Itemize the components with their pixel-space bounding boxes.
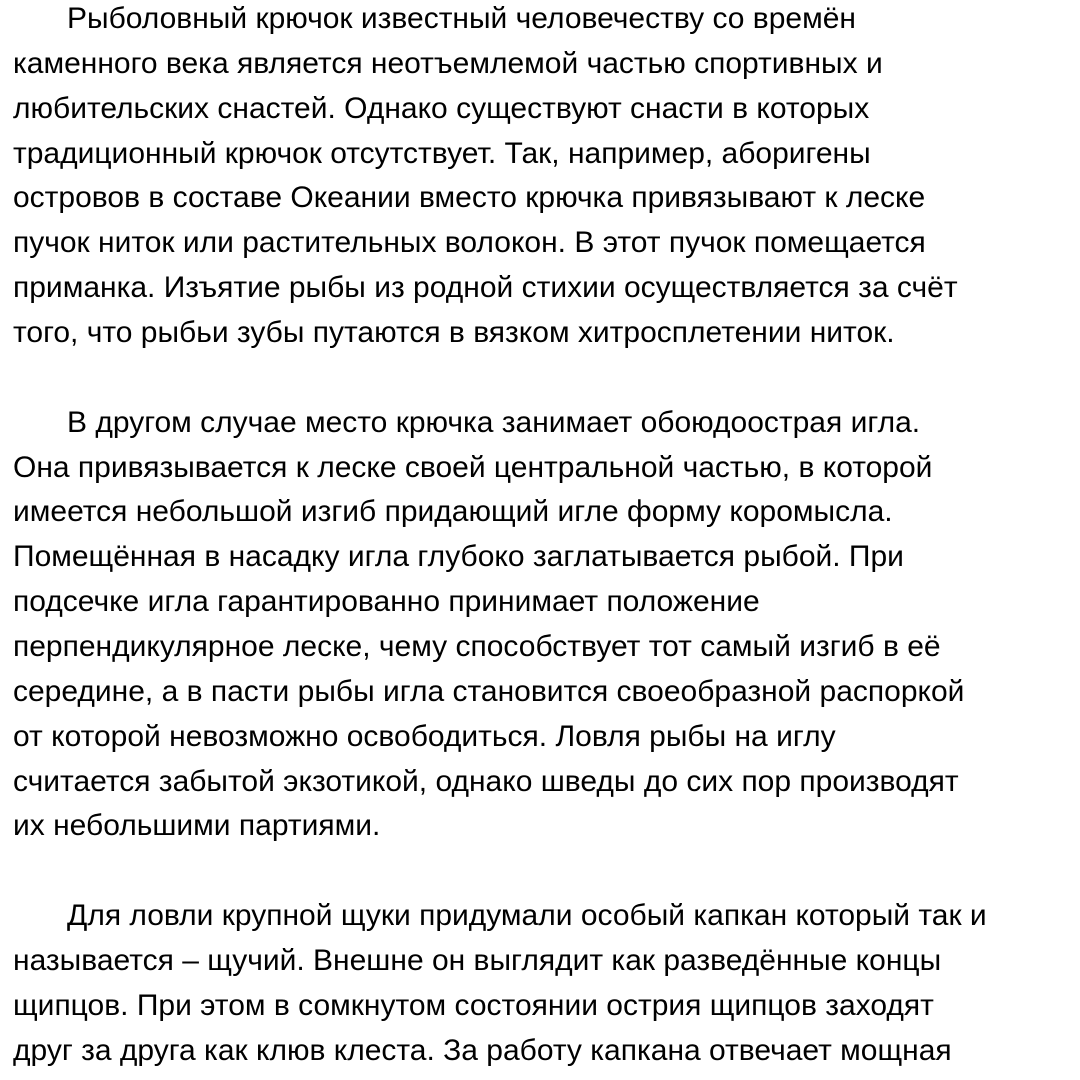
text-line: пучок ниток или растительных волокон. В этот пучок помещается — [13, 226, 926, 260]
text-line: от которой невозможно освободиться. Ловля рыбы на иглу — [13, 719, 836, 753]
text-line: перпендикулярное леске, чему способствует тот самый изгиб в её — [13, 630, 941, 664]
text-line: считается забытой экзотикой, однако шведы до сих пор производят — [13, 764, 959, 798]
text-line: Она привязывается к леске своей центральной частью, в которой — [13, 450, 933, 484]
paragraph-pike-trap — [13, 894, 1080, 1073]
paragraph-hook-alternatives — [13, 0, 1080, 356]
text-line: любительских снастей. Однако существуют снасти в которых — [13, 91, 870, 125]
document-body — [13, 0, 1080, 1074]
text-line: друг за друга как клюв клеста. За работу капкана отвечает мощная — [13, 1033, 952, 1067]
text-line: Для ловли крупной щуки придумали особый капкан который так и — [67, 899, 987, 933]
text-line: каменного века является неотъемлемой частью спортивных и — [13, 46, 883, 80]
text-line: Рыболовный крючок известный человечеству со времён — [67, 2, 856, 35]
text-line: Помещённая в насадку игла глубоко заглатывается рыбой. При — [13, 540, 904, 574]
text-line: щипцов. При этом в сомкнутом состоянии острия щипцов заходят — [13, 988, 934, 1022]
text-line: приманка. Изъятие рыбы из родной стихии осуществляется за счёт — [13, 271, 958, 305]
text-line: того, что рыбьи зубы путаются в вязком хитросплетении ниток. — [13, 316, 895, 350]
text-line: середине, а в пасти рыбы игла становится своеобразной распоркой — [13, 674, 965, 708]
text-line: имеется небольшой изгиб придающий игле форму коромысла. — [13, 495, 893, 529]
text-line: их небольшими партиями. — [13, 809, 381, 843]
text-line: островов в составе Океании вместо крючка привязывают к леске — [13, 181, 926, 215]
text-line: В другом случае место крючка занимает обоюдоострая игла. — [67, 405, 921, 439]
text-line: называется – щучий. Внешне он выглядит как разведённые концы — [13, 944, 942, 978]
text-line: традиционный крючок отсутствует. Так, например, аборигены — [13, 136, 871, 170]
paragraph-needle — [13, 401, 1080, 850]
text-line: подсечке игла гарантированно принимает положение — [13, 585, 760, 619]
